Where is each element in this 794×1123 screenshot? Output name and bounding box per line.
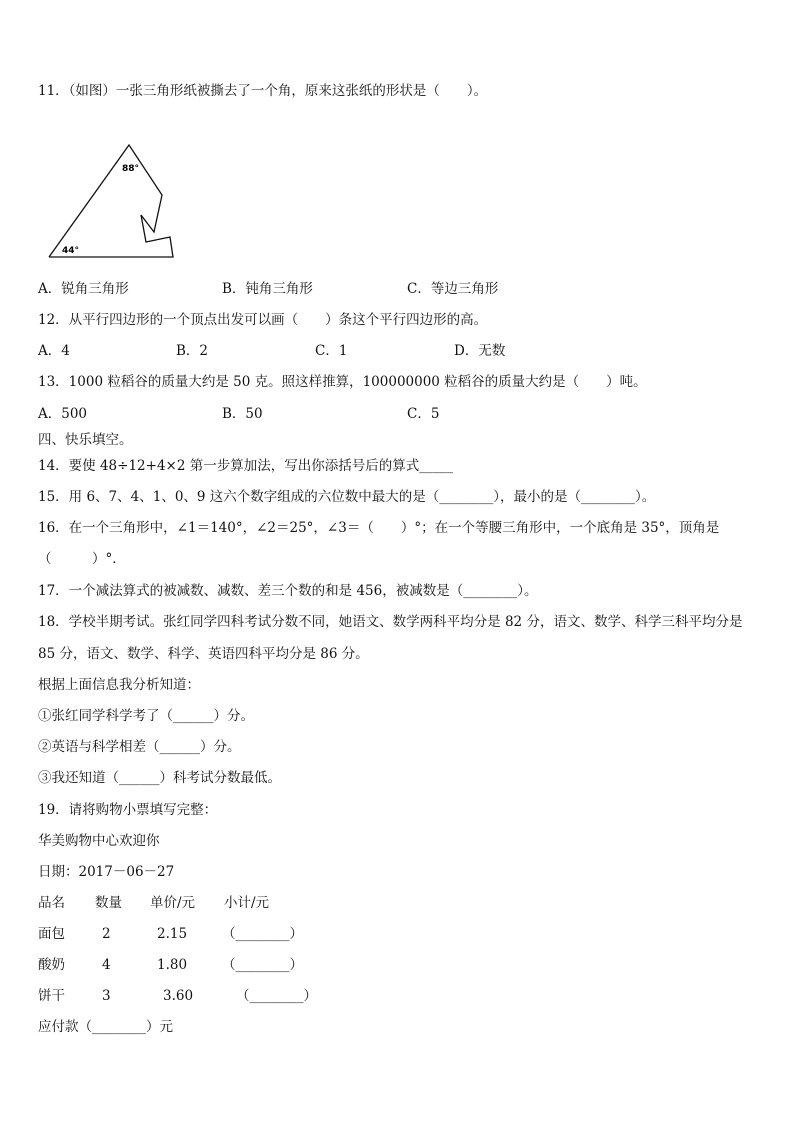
receipt-row-price: 1.80 <box>157 957 188 973</box>
q17-stem: 17．一个减法算式的被减数、减数、差三个数的和是 456，被减数是（________）。 <box>38 583 538 599</box>
q14-stem: 14．要使 48÷12+4×2 第一步算加法，写出你添括号后的算式_____ <box>38 458 453 474</box>
q18-line-2: 85 分，语文、数学、科学、英语四科平均分是 86 分。 <box>38 646 369 662</box>
receipt-row-subtotal-blank: （________） <box>236 988 317 1004</box>
receipt-row-item: 面包 <box>38 926 65 942</box>
receipt-header-qty: 数量 <box>95 895 122 911</box>
q11-option-c[interactable]: C．等边三角形 <box>407 281 499 297</box>
q16-line-1: 16．在一个三角形中，∠1＝140°，∠2＝25°，∠3＝（ ）°；在一个等腰三角形中，一个底角是 35°，顶角是 <box>38 520 720 536</box>
angle-44-label: 44° <box>62 246 80 256</box>
q13-option-c[interactable]: C．5 <box>407 406 440 422</box>
receipt-header-price: 单价/元 <box>150 895 196 911</box>
q12-option-b[interactable]: B．2 <box>176 343 209 359</box>
receipt-header-name: 品名 <box>38 895 65 911</box>
receipt-row-qty: 2 <box>102 926 111 942</box>
receipt-row-qty: 4 <box>102 957 111 973</box>
q18-sub-2: ②英语与科学相差（______）分。 <box>38 739 241 755</box>
q16-line-2: （ ）°． <box>38 551 126 567</box>
receipt-store-name: 华美购物中心欢迎你 <box>38 833 160 849</box>
section-heading: 四、快乐填空。 <box>38 432 133 448</box>
q12-stem: 12．从平行四边形的一个顶点出发可以画（ ）条这个平行四边形的高。 <box>38 312 488 328</box>
receipt-date: 日期：2017－06－27 <box>38 864 175 880</box>
q12-option-a[interactable]: A．4 <box>38 343 70 359</box>
receipt-row-qty: 3 <box>102 988 111 1004</box>
receipt-total: 应付款（________）元 <box>38 1019 173 1035</box>
q18-line-3: 根据上面信息我分析知道： <box>38 677 200 693</box>
q18-line-1: 18．学校半期考试。张红同学四科考试分数不同，她语文、数学两科平均分是 82 分，语文、数学、科学三科平均分是 <box>38 614 743 630</box>
q13-option-b[interactable]: B．50 <box>222 406 263 422</box>
q15-stem: 15．用 6、7、4、1、0、9 这六个数字组成的六位数中最大的是（________），最小的是（________）。 <box>38 489 656 505</box>
q11-option-b[interactable]: B．钝角三角形 <box>222 281 313 297</box>
receipt-row-price: 2.15 <box>157 926 188 942</box>
q11-option-a[interactable]: A．锐角三角形 <box>38 281 129 297</box>
receipt-header-subtotal: 小计/元 <box>224 895 270 911</box>
q13-stem: 13．1000 粒稻谷的质量大约是 50 克。照这样推算，100000000 粒稻谷的质量大约是（ ）吨。 <box>38 374 647 390</box>
receipt-row-subtotal-blank: （________） <box>222 926 303 942</box>
q12-option-c[interactable]: C．1 <box>315 343 348 359</box>
receipt-row-subtotal-blank: （________） <box>222 957 303 973</box>
receipt-row-item: 酸奶 <box>38 957 65 973</box>
angle-88-label: 88° <box>122 164 140 174</box>
q19-stem: 19．请将购物小票填写完整： <box>38 802 218 818</box>
receipt-row-price: 3.60 <box>163 988 194 1004</box>
q11-stem: 11．（如图）一张三角形纸被撕去了一个角，原来这张纸的形状是（ ）。 <box>38 83 488 99</box>
torn-triangle-figure <box>44 140 174 262</box>
q13-option-a[interactable]: A．500 <box>38 406 88 422</box>
q18-sub-1: ①张红同学科学考了（______）分。 <box>38 708 254 724</box>
receipt-row-item: 饼干 <box>38 988 65 1004</box>
q18-sub-3: ③我还知道（______）科考试分数最低。 <box>38 770 281 786</box>
q12-option-d[interactable]: D．无数 <box>454 343 506 359</box>
